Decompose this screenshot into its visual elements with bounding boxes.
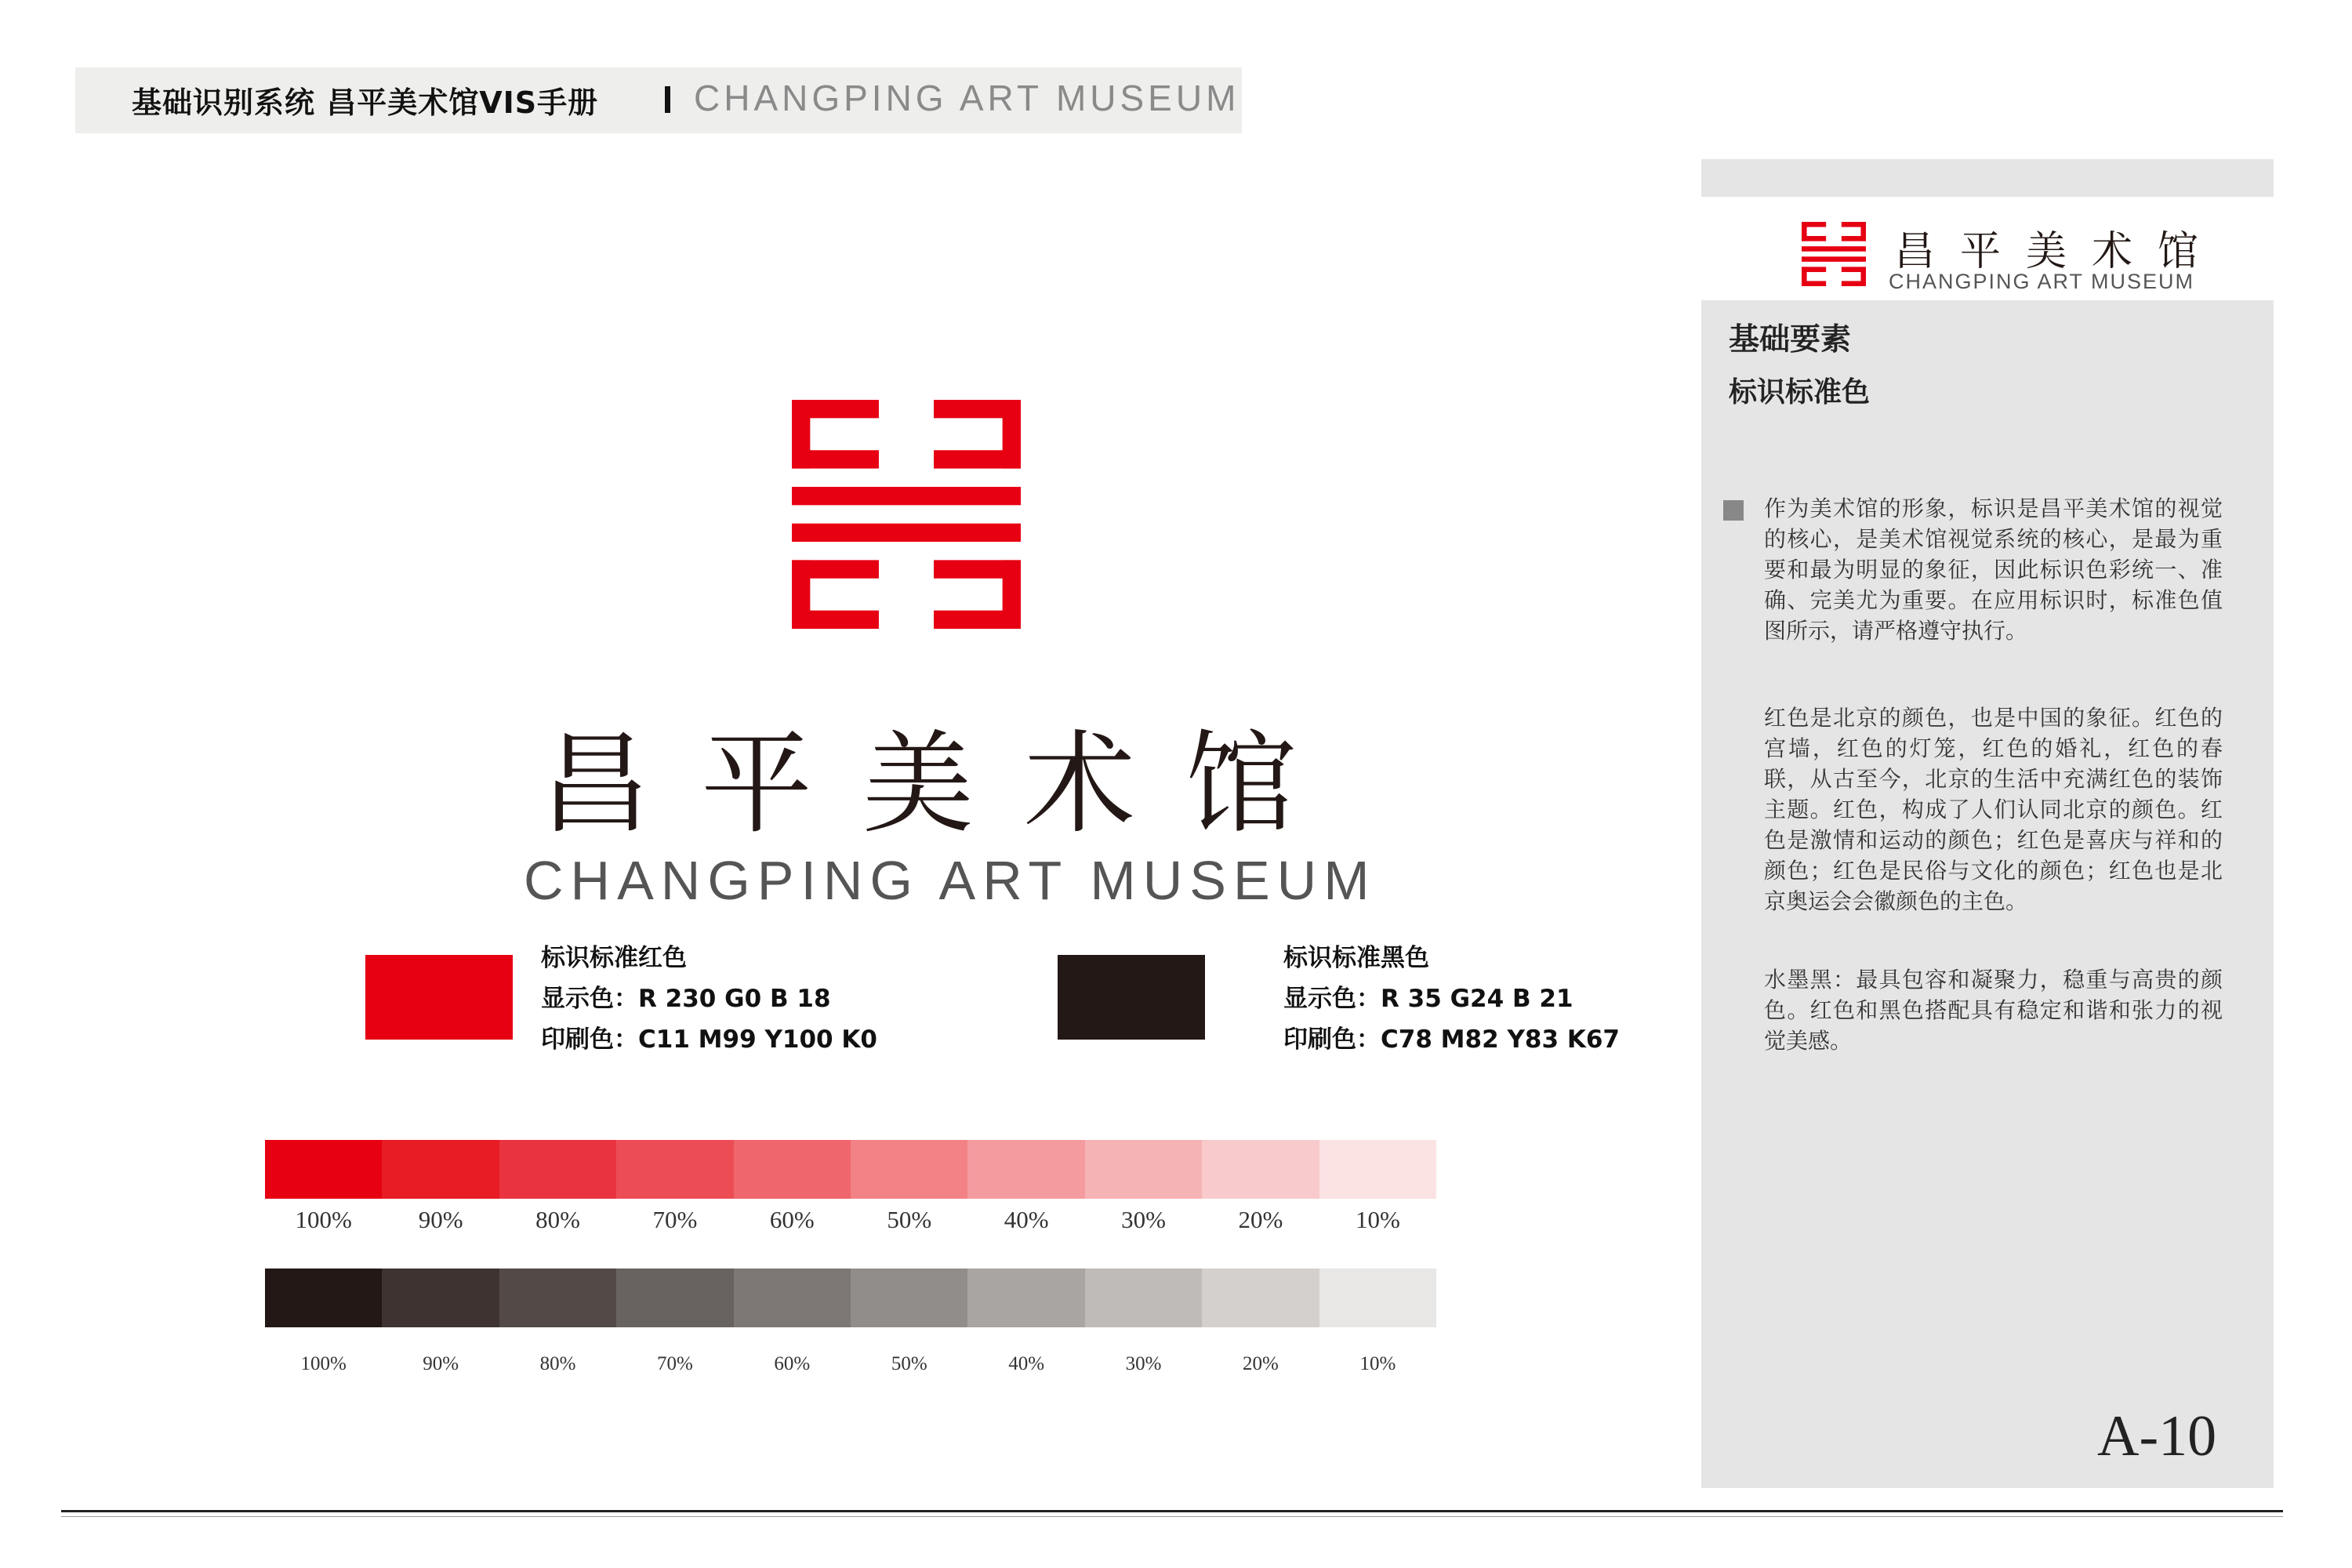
standard-red-print-value: 印刷色：C11 M99 Y100 K0: [541, 1025, 878, 1054]
black-tint-scale: [265, 1269, 1436, 1327]
black-tint-label: 100%: [300, 1353, 347, 1374]
changping-logo-mark-icon: [1802, 222, 1866, 286]
red-tint-cell: [382, 1140, 499, 1199]
black-tint-label: 60%: [774, 1353, 811, 1374]
logo-name-chinese: 昌平美术馆: [539, 720, 1347, 849]
changping-logo-mark-icon: [792, 400, 1021, 629]
red-tint-cell: [1319, 1140, 1436, 1199]
black-tint-cell: [1085, 1269, 1202, 1327]
red-tint-cell: [1202, 1140, 1319, 1199]
header-title-chinese: 基础识别系统 昌平美术馆VIS手册: [132, 85, 599, 120]
red-tint-label: 60%: [769, 1206, 815, 1233]
standard-black-title: 标识标准黑色: [1283, 944, 1429, 972]
sidebar-logo-english: CHANGPING ART MUSEUM: [1889, 270, 2195, 293]
black-tint-cell: [265, 1269, 382, 1327]
red-tint-cell: [734, 1140, 851, 1199]
sidebar-paragraph: 红色是北京的颜色，也是中国的象征。红色的宫墙，红色的灯笼，红色的婚礼，红色的春联，从古至今，北京的生活中充满红色的装饰主题。红色，构成了人们认同北京的颜色。红色是激情和运动的颜色；红色是喜庆与祥和的颜色；红色是民俗与文化的颜色；红色也是北京奥运会会徽颜色的主色。: [1764, 705, 2223, 914]
standard-red-info: [541, 938, 877, 1060]
red-tint-cell: [616, 1140, 733, 1199]
sidebar-paragraph: 作为美术馆的形象，标识是昌平美术馆的视觉的核心，是美术馆视觉系统的核心，是最为重要和最为明显的象征，因此标识色彩统一、准确、完美尤为重要。在应用标识时，标准色值图所示，请严格遵守执行。: [1764, 495, 2223, 644]
red-tint-label: 30%: [1121, 1206, 1166, 1233]
footer-rule-thin: [61, 1516, 2283, 1517]
black-tint-cell: [734, 1269, 851, 1327]
red-tint-label: 10%: [1355, 1206, 1400, 1233]
header-divider: [665, 86, 670, 113]
black-tint-cell: [967, 1269, 1084, 1327]
red-tint-label: 70%: [652, 1206, 698, 1233]
red-tint-cell: [967, 1140, 1084, 1199]
black-tint-cell: [1319, 1269, 1436, 1327]
red-tint-cell: [265, 1140, 382, 1199]
standard-black-swatch: [1058, 955, 1205, 1040]
bullet-square-icon: [1723, 500, 1744, 521]
red-tint-label: 100%: [295, 1206, 352, 1233]
black-tint-label: 50%: [891, 1353, 927, 1374]
black-tint-label: 20%: [1243, 1353, 1279, 1374]
black-tint-label: 70%: [657, 1353, 693, 1374]
red-tint-label: 80%: [535, 1206, 580, 1233]
sidebar-top-band: [1701, 159, 2274, 197]
sidebar-logo-chinese: 昌平美术馆: [1894, 228, 2224, 275]
standard-red-swatch: [365, 955, 513, 1040]
red-tint-label: 50%: [887, 1206, 932, 1233]
black-tint-labels: [265, 1353, 1436, 1375]
standard-red-title: 标识标准红色: [541, 944, 687, 972]
footer-rule: [61, 1510, 2283, 1512]
red-tint-cell: [1085, 1140, 1202, 1199]
red-tint-label: 90%: [418, 1206, 463, 1233]
black-tint-cell: [616, 1269, 733, 1327]
black-tint-label: 90%: [423, 1353, 459, 1374]
standard-black-display-value: 显示色：R 35 G24 B 21: [1283, 985, 1573, 1013]
sidebar-section-subtitle: 标识标准色: [1729, 376, 1871, 408]
red-tint-labels: [265, 1206, 1436, 1234]
red-tint-cell: [851, 1140, 967, 1199]
black-tint-cell: [499, 1269, 616, 1327]
sidebar-section-title: 基础要素: [1729, 322, 1852, 358]
logo-name-english: CHANGPING ART MUSEUM: [524, 850, 1377, 911]
black-tint-cell: [851, 1269, 967, 1327]
red-tint-cell: [499, 1140, 616, 1199]
standard-red-display-value: 显示色：R 230 G0 B 18: [541, 985, 831, 1013]
page-number: A-10: [2097, 1404, 2217, 1468]
standard-black-print-value: 印刷色：C78 M82 Y83 K67: [1283, 1025, 1621, 1054]
sidebar-paragraph: 水墨黑：最具包容和凝聚力，稳重与高贵的颜色。红色和黑色搭配具有稳定和谐和张力的视觉美感。: [1764, 967, 2223, 1054]
black-tint-cell: [382, 1269, 499, 1327]
black-tint-cell: [1202, 1269, 1319, 1327]
red-tint-label: 40%: [1004, 1206, 1049, 1233]
red-tint-label: 20%: [1238, 1206, 1283, 1233]
black-tint-label: 10%: [1359, 1353, 1396, 1374]
red-tint-scale: [265, 1140, 1436, 1199]
black-tint-label: 80%: [539, 1353, 576, 1374]
header-title-english: CHANGPING ART MUSEUM: [694, 78, 1240, 118]
black-tint-label: 40%: [1008, 1353, 1045, 1374]
standard-black-info: [1283, 938, 1620, 1060]
black-tint-label: 30%: [1125, 1353, 1162, 1374]
